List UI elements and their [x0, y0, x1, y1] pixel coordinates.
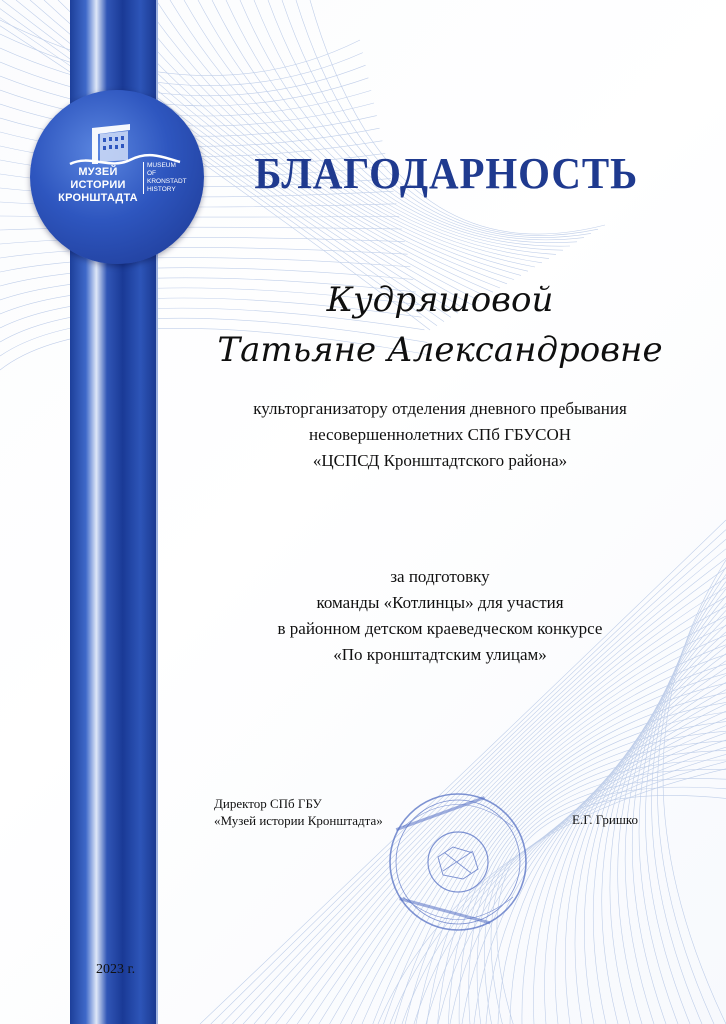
position-line: Директор СПб ГБУ: [214, 796, 322, 811]
position-line: «Музей истории Кронштадта»: [214, 813, 383, 828]
reason-line: в районном детском краеведческом конкурсе: [277, 619, 603, 638]
issue-year: 2023 г.: [96, 962, 136, 977]
reason-line: «По кронштадтским улицам»: [333, 645, 547, 664]
official-stamp-icon: [383, 787, 533, 937]
recipient-organization: [190, 396, 690, 474]
logo-text-ru: [50, 166, 146, 205]
award-reason: [190, 564, 690, 668]
logo-en-line3: HISTORY: [147, 186, 176, 193]
organization-line: «ЦСПСД Кронштадтского района»: [312, 451, 568, 470]
recipient-given-names: Татьяне Александровне: [217, 330, 663, 370]
museum-logo: [30, 90, 204, 264]
logo-ru-line2: КРОНШТАДТА: [58, 192, 138, 204]
reason-line: за подготовку: [390, 567, 490, 586]
organization-line: несовершеннолетних СПб ГБУСОН: [308, 425, 572, 444]
reason-line: команды «Котлинцы» для участия: [316, 593, 564, 612]
logo-en-line1: MUSEUM: [147, 162, 176, 169]
signatory-position: [214, 795, 383, 829]
logo-en-line2: OF KRONSTADT: [147, 170, 187, 185]
certificate-title: БЛАГОДАРНОСТЬ: [254, 149, 639, 198]
recipient-surname: Кудряшовой: [326, 280, 554, 320]
signatory-name: Е.Г. Гришко: [572, 812, 639, 827]
logo-text-en: [143, 162, 197, 194]
logo-ru-line1: МУЗЕЙ ИСТОРИИ: [70, 166, 126, 191]
organization-line: культорганизатору отделения дневного пребывания: [253, 399, 627, 418]
